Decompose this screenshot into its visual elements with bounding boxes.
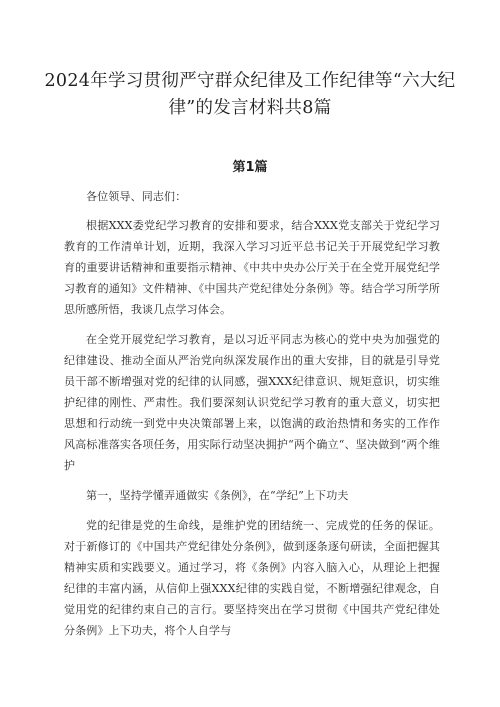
- subheading-paragraph: 第一，坚持学懂弄通做实《条例》，在“学纪”上下功夫: [86, 489, 349, 502]
- body-paragraph: 在全党开展党纪学习教育，是以习近平同志为核心的党中央为加强党的纪律建设、推动全面从严治党向纵深发展作出的重大安排，目的就是引导党员干部不断增强对党的纪律的认同感，强XXX纪律意识、规矩意识，切实维护纪律的刚性、严肃性。我们要深刻认识党纪学习教育的重大意义，切实把思想和行动统一到党中央决策部署上来，以饱满的政治热情和务实的工作作风高标准落实各项任务，用实际行动坚决拥护“两个确立“、坚决做到“两个维护: [64, 333, 440, 472]
- document-title: 2024年学习贯彻严守群众纪律及工作纪律等“六大纪律”的发言材料共8篇: [44, 71, 456, 118]
- body-paragraph: 党的纪律是党的生命线，是维护党的团结统一、完成党的任务的保证。对于新修订的《中国共产党纪律处分条例》，做到逐条逐句研读，全面把握其精神实质和实践要义。通过学习，将《条例》内容入脑入心，从理论上把握纪律的丰富内涵，从信仰上强XXX纪律的实践自觉，不断增强纪律观念，自觉用党的纪律约束自己的言行。要坚持突出在学习贯彻《中国共产党纪律处分条例》上下功夫，将个人自学与: [64, 519, 440, 637]
- document-body: [64, 186, 440, 650]
- section-heading: 第1篇: [232, 160, 268, 175]
- salutation-paragraph: 各位领导、同志们：: [86, 190, 187, 203]
- body-paragraph: 根据XXX委党纪学习教育的安排和要求，结合XXX党支部关于党纪学习教育的工作清单计划，近期，我深入学习习近平总书记关于开展党纪学习教育的重要讲话精神和重要指示精神、《中共中央办公厅关于在全党开展党纪学习教育的通知》文件精神、《中国共产党纪律处分条例》等。结合学习所学所思所感所悟，我谈几点学习体会。: [64, 219, 440, 316]
